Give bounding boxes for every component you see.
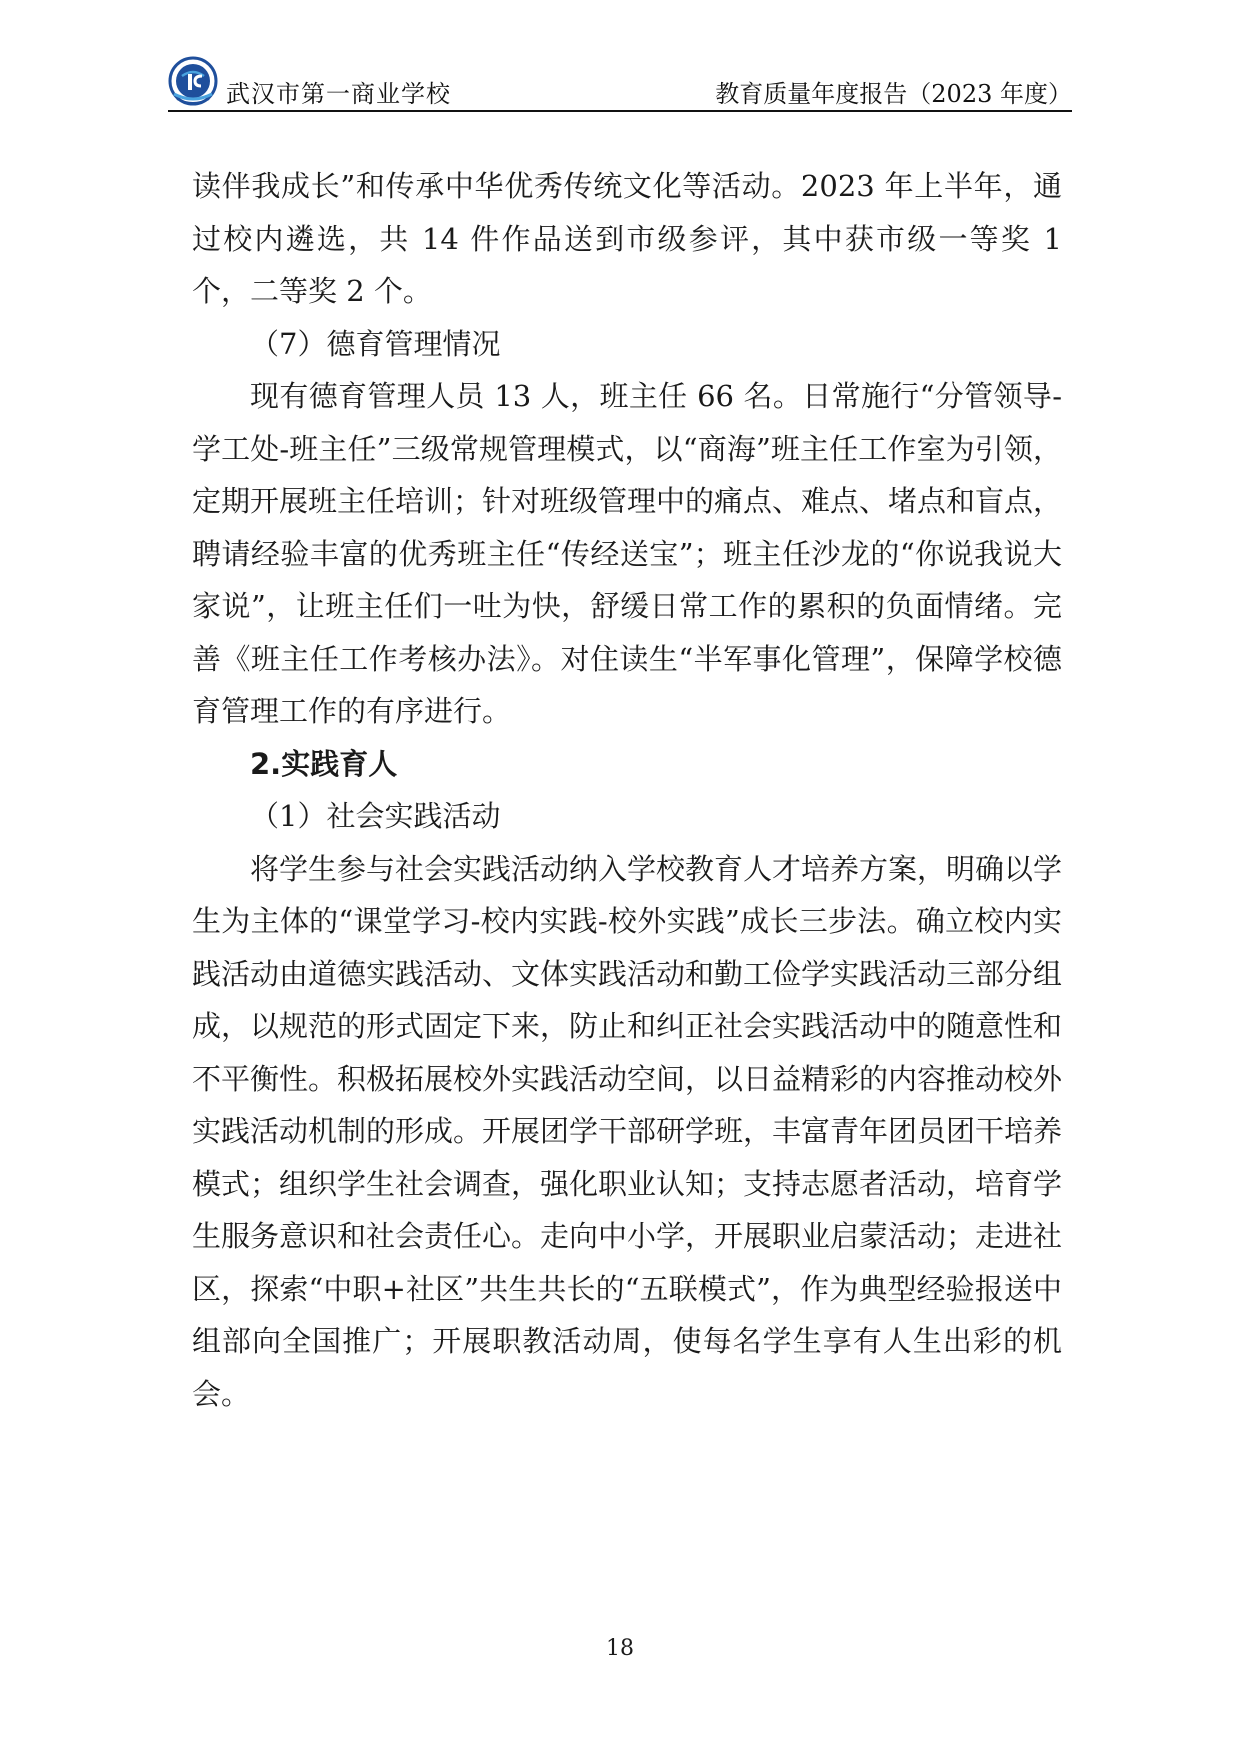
paragraph-continuation: 读伴我成长”和传承中华优秀传统文化等活动。2023 年上半年，通过校内遴选，共 14 件作品送到市级参评，其中获市级一等奖 1 个，二等奖 2 个。 (192, 169, 1062, 308)
subheading-social-practice: （1）社会实践活动 (250, 799, 501, 833)
subheading-moral-management: （7）德育管理情况 (250, 326, 501, 361)
school-name: 武汉市第一商业学校 (226, 80, 451, 108)
paragraph-social-practice: 将学生参与社会实践活动纳入学校教育人才培养方案，明确以学生为主体的“课堂学习-校内实践-校外实践”成长三步法。确立校内实践活动由道德实践活动、文体实践活动和勤工俭学实践活动三部分组成，以规范的形式固定下来，防止和纠正社会实践活动中的随意性和不平衡性。积极拓展校外实践活动空间，以日益精彩的内容推动校外实践活动机制的形成。开展团学干部研学班，丰富青年团员团干培养模式；组织学生社会调查，强化职业认知；支持志愿者活动，培育学生服务意识和社会责任心。走向中小学，开展职业启蒙活动；走进社区，探索“中职+社区”共生共长的“五联模式”，作为典型经验报送中组部向全国推广；开展职教活动周，使每名学生享有人生出彩的机会。 (192, 851, 1063, 1411)
page-number: 18 (606, 1636, 634, 1661)
paragraph-moral-management: 现有德育管理人员 13 人，班主任 66 名。日常施行“分管领导-学工处-班主任”三级常规管理模式，以“商海”班主任工作室为引领，定期开展班主任培训；针对班级管理中的痛点、难点、堵点和盲点，聘请经验丰富的优秀班主任“传经送宝”；班主任沙龙的“你说我说大家说”，让班主任们一吐为快，舒缓日常工作的累积的负面情绪。完善《班主任工作考核办法》。对住读生“半军事化管理”，保障学校德育管理工作的有序进行。 (192, 379, 1063, 728)
section-heading-practice: 2.实践育人 (250, 746, 398, 781)
report-title: 教育质量年度报告（2023 年度） (715, 80, 1072, 108)
page-body (192, 160, 1062, 1420)
page-header (168, 52, 1072, 112)
school-emblem-icon (168, 56, 218, 106)
